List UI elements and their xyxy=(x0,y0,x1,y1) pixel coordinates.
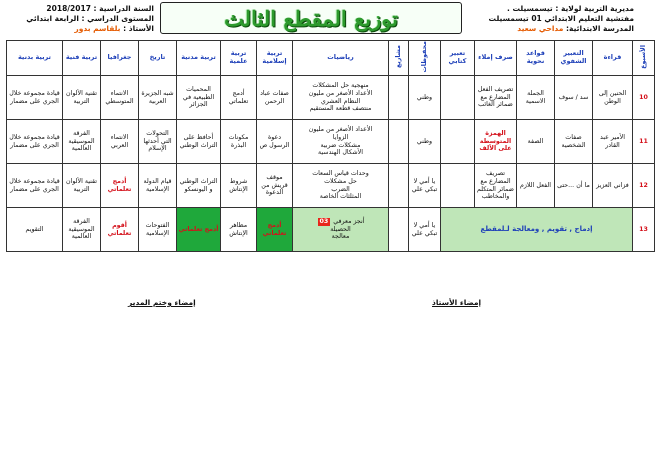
civic-cell: أحافظ على التراث الوطني xyxy=(177,120,221,164)
reading-cell: فزاني العزيز xyxy=(593,164,633,208)
science-cell: شروط الإنتاش xyxy=(221,164,257,208)
header-right xyxy=(464,4,634,34)
level-label: المستوى الدراسي : xyxy=(81,14,154,23)
pe-cell: قيادة مجموعة خلال الجري على مضمار xyxy=(7,120,63,164)
week-number: 12 xyxy=(633,164,655,208)
col-grammar: قواعد نحوية xyxy=(517,41,555,76)
col-reading: قراءة xyxy=(593,41,633,76)
islamic-cell: أدمج تعلماتي xyxy=(257,208,293,252)
civic-cell: التراث الوطني و اليونسكو xyxy=(177,164,221,208)
art-cell: الفرقة الموسيقية العالمية xyxy=(63,208,101,252)
grammar-cell: الصفة xyxy=(517,120,555,164)
col-art: تربية فنية xyxy=(63,41,101,76)
islamic-cell: دعوة الرسول ص xyxy=(257,120,293,164)
project-cell xyxy=(389,76,409,120)
school-label: المدرسة الابتدائية: xyxy=(566,24,634,33)
header-row xyxy=(7,41,655,76)
year-label: السنة الدراسية : xyxy=(93,4,154,13)
math-cell: الأعداد الأصغر من مليون الزوايا مشكلات ضربية الأشكال الهندسية xyxy=(293,120,389,164)
science-cell: مكونات البذرة xyxy=(221,120,257,164)
pe-cell: قيادة مجموعة خلال الجري على مضمار xyxy=(7,164,63,208)
col-pe: تربية بدنية xyxy=(7,41,63,76)
morph-cell: الهمزة المتوسطة على الألف xyxy=(475,120,517,164)
history-cell: شبه الجزيرة العربية xyxy=(139,76,177,120)
history-cell: التحولات التي أحدثها الإسلام xyxy=(139,120,177,164)
project-cell xyxy=(389,120,409,164)
math-prefix: أنجز معرفي xyxy=(333,218,365,226)
pe-cell: قيادة مجموعة خلال الجري على مضمار xyxy=(7,76,63,120)
civic-cell: أدمج تعلماتي xyxy=(177,208,221,252)
grammar-cell: الجملة الاسمية xyxy=(517,76,555,120)
math-badge: 03 xyxy=(319,218,329,226)
memorization-cell: وطني xyxy=(409,76,441,120)
science-cell: أدمج تعلماتي xyxy=(221,76,257,120)
geography-cell: الانتماء العربي xyxy=(101,120,139,164)
col-project: مشاريع xyxy=(389,41,409,76)
week-number: 10 xyxy=(633,76,655,120)
col-civic: تربية مدنية xyxy=(177,41,221,76)
memorization-cell: وطني xyxy=(409,120,441,164)
reading-cell: الحنين إلى الوطن xyxy=(593,76,633,120)
project-cell xyxy=(389,164,409,208)
project-cell xyxy=(389,208,409,252)
math-cell xyxy=(293,208,389,252)
art-cell: الفرقة الموسيقية العالمية xyxy=(63,120,101,164)
year-value: 2018/2017 xyxy=(46,4,91,13)
civic-cell: المحميات الطبيعية في الجزائر xyxy=(177,76,221,120)
memorization-cell: يا أمي لا تبكي علي xyxy=(409,208,441,252)
science-cell: مظاهر الإنتاش xyxy=(221,208,257,252)
writing-cell xyxy=(441,164,475,208)
col-week: الأسبوع xyxy=(633,41,655,76)
week-number: 13 xyxy=(633,208,655,252)
merged-language-cell: إدماج , تقويم , ومعالجة لـلمقطع xyxy=(441,208,633,252)
pe-cell: التقويم xyxy=(7,208,63,252)
level-line xyxy=(6,14,154,24)
col-geography: جغرافيا xyxy=(101,41,139,76)
teacher-label: الأستاذ : xyxy=(123,24,154,33)
title-banner xyxy=(160,2,462,34)
grammar-cell: الفعل اللازم xyxy=(517,164,555,208)
oral-cell: ما أن ...حتى xyxy=(555,164,593,208)
level-value: الرابعة ابتدائي xyxy=(26,14,79,23)
math-cell: منهجية حل المشكلات الأعداد الأصغر من مليون النظام العشري منتصف قطعة المستقيم xyxy=(293,76,389,120)
writing-cell xyxy=(441,120,475,164)
school-line xyxy=(464,24,634,34)
math-line1 xyxy=(294,218,387,226)
islamic-cell: صفات عباد الرحمن xyxy=(257,76,293,120)
islamic-cell: موقف قريش من الدعوة xyxy=(257,164,293,208)
directorate-line: مديرية التربية لولاية : تيسمسيلت . xyxy=(507,4,634,13)
year-line xyxy=(6,4,154,14)
teacher-value: بلقاسم بدور xyxy=(74,24,121,33)
page-title: توزيع المقطع الثالث xyxy=(224,5,398,31)
geography-cell: أقوم تعلماتي xyxy=(101,208,139,252)
history-cell: قيام الدولة الإسلامية xyxy=(139,164,177,208)
week-number: 11 xyxy=(633,120,655,164)
math-cell: وحدات قياس السعات حل مشكلات الضرب المثلثات الخاصة xyxy=(293,164,389,208)
geography-cell: أدمج تعلماتي xyxy=(101,164,139,208)
morph-cell: تصريف المضارع مع ضمائر المتكلم والمخاطب xyxy=(475,164,517,208)
director-signature: إمضاء وختم المدير xyxy=(128,298,196,307)
writing-cell xyxy=(441,76,475,120)
col-morph: صرف إملاء xyxy=(475,41,517,76)
morph-cell: تصريف الفعل المضارع مع ضمائر الغائب xyxy=(475,76,517,120)
table-row xyxy=(7,208,655,252)
reading-cell: الأمير عبد القادر xyxy=(593,120,633,164)
oral-cell: صفات الشخصية xyxy=(555,120,593,164)
history-cell: الفتوحات الإسلامية xyxy=(139,208,177,252)
col-history: تاريخ xyxy=(139,41,177,76)
col-math: رياضيات xyxy=(293,41,389,76)
col-writing: تعبير كتابي xyxy=(441,41,475,76)
table-row xyxy=(7,120,655,164)
geography-cell: الانتماء المتوسطي xyxy=(101,76,139,120)
col-oral: التعبير الشفوي xyxy=(555,41,593,76)
teacher-line xyxy=(6,24,154,34)
math-line3: معالجة xyxy=(331,233,350,241)
oral-cell: سد / سوف xyxy=(555,76,593,120)
math-line2: الحصيلة xyxy=(330,225,351,233)
col-science: تربية علمية xyxy=(221,41,257,76)
table-row xyxy=(7,164,655,208)
art-cell: تقنية الألوان التربية xyxy=(63,76,101,120)
school-value: مداحي سعيد xyxy=(517,24,564,33)
teacher-signature: إمضاء الأستاذ xyxy=(432,298,482,307)
header-left xyxy=(6,4,154,34)
art-cell: تقنية الألوان التربية xyxy=(63,164,101,208)
col-islamic: تربية إسلامية xyxy=(257,41,293,76)
distribution-table xyxy=(6,40,655,252)
inspection-line: مفتشية التعليم الابتدائي 01 تيسمسيلت xyxy=(488,14,634,23)
col-memorization: محفوظات xyxy=(409,41,441,76)
table-row xyxy=(7,76,655,120)
memorization-cell: يا أمي لا تبكي علي xyxy=(409,164,441,208)
